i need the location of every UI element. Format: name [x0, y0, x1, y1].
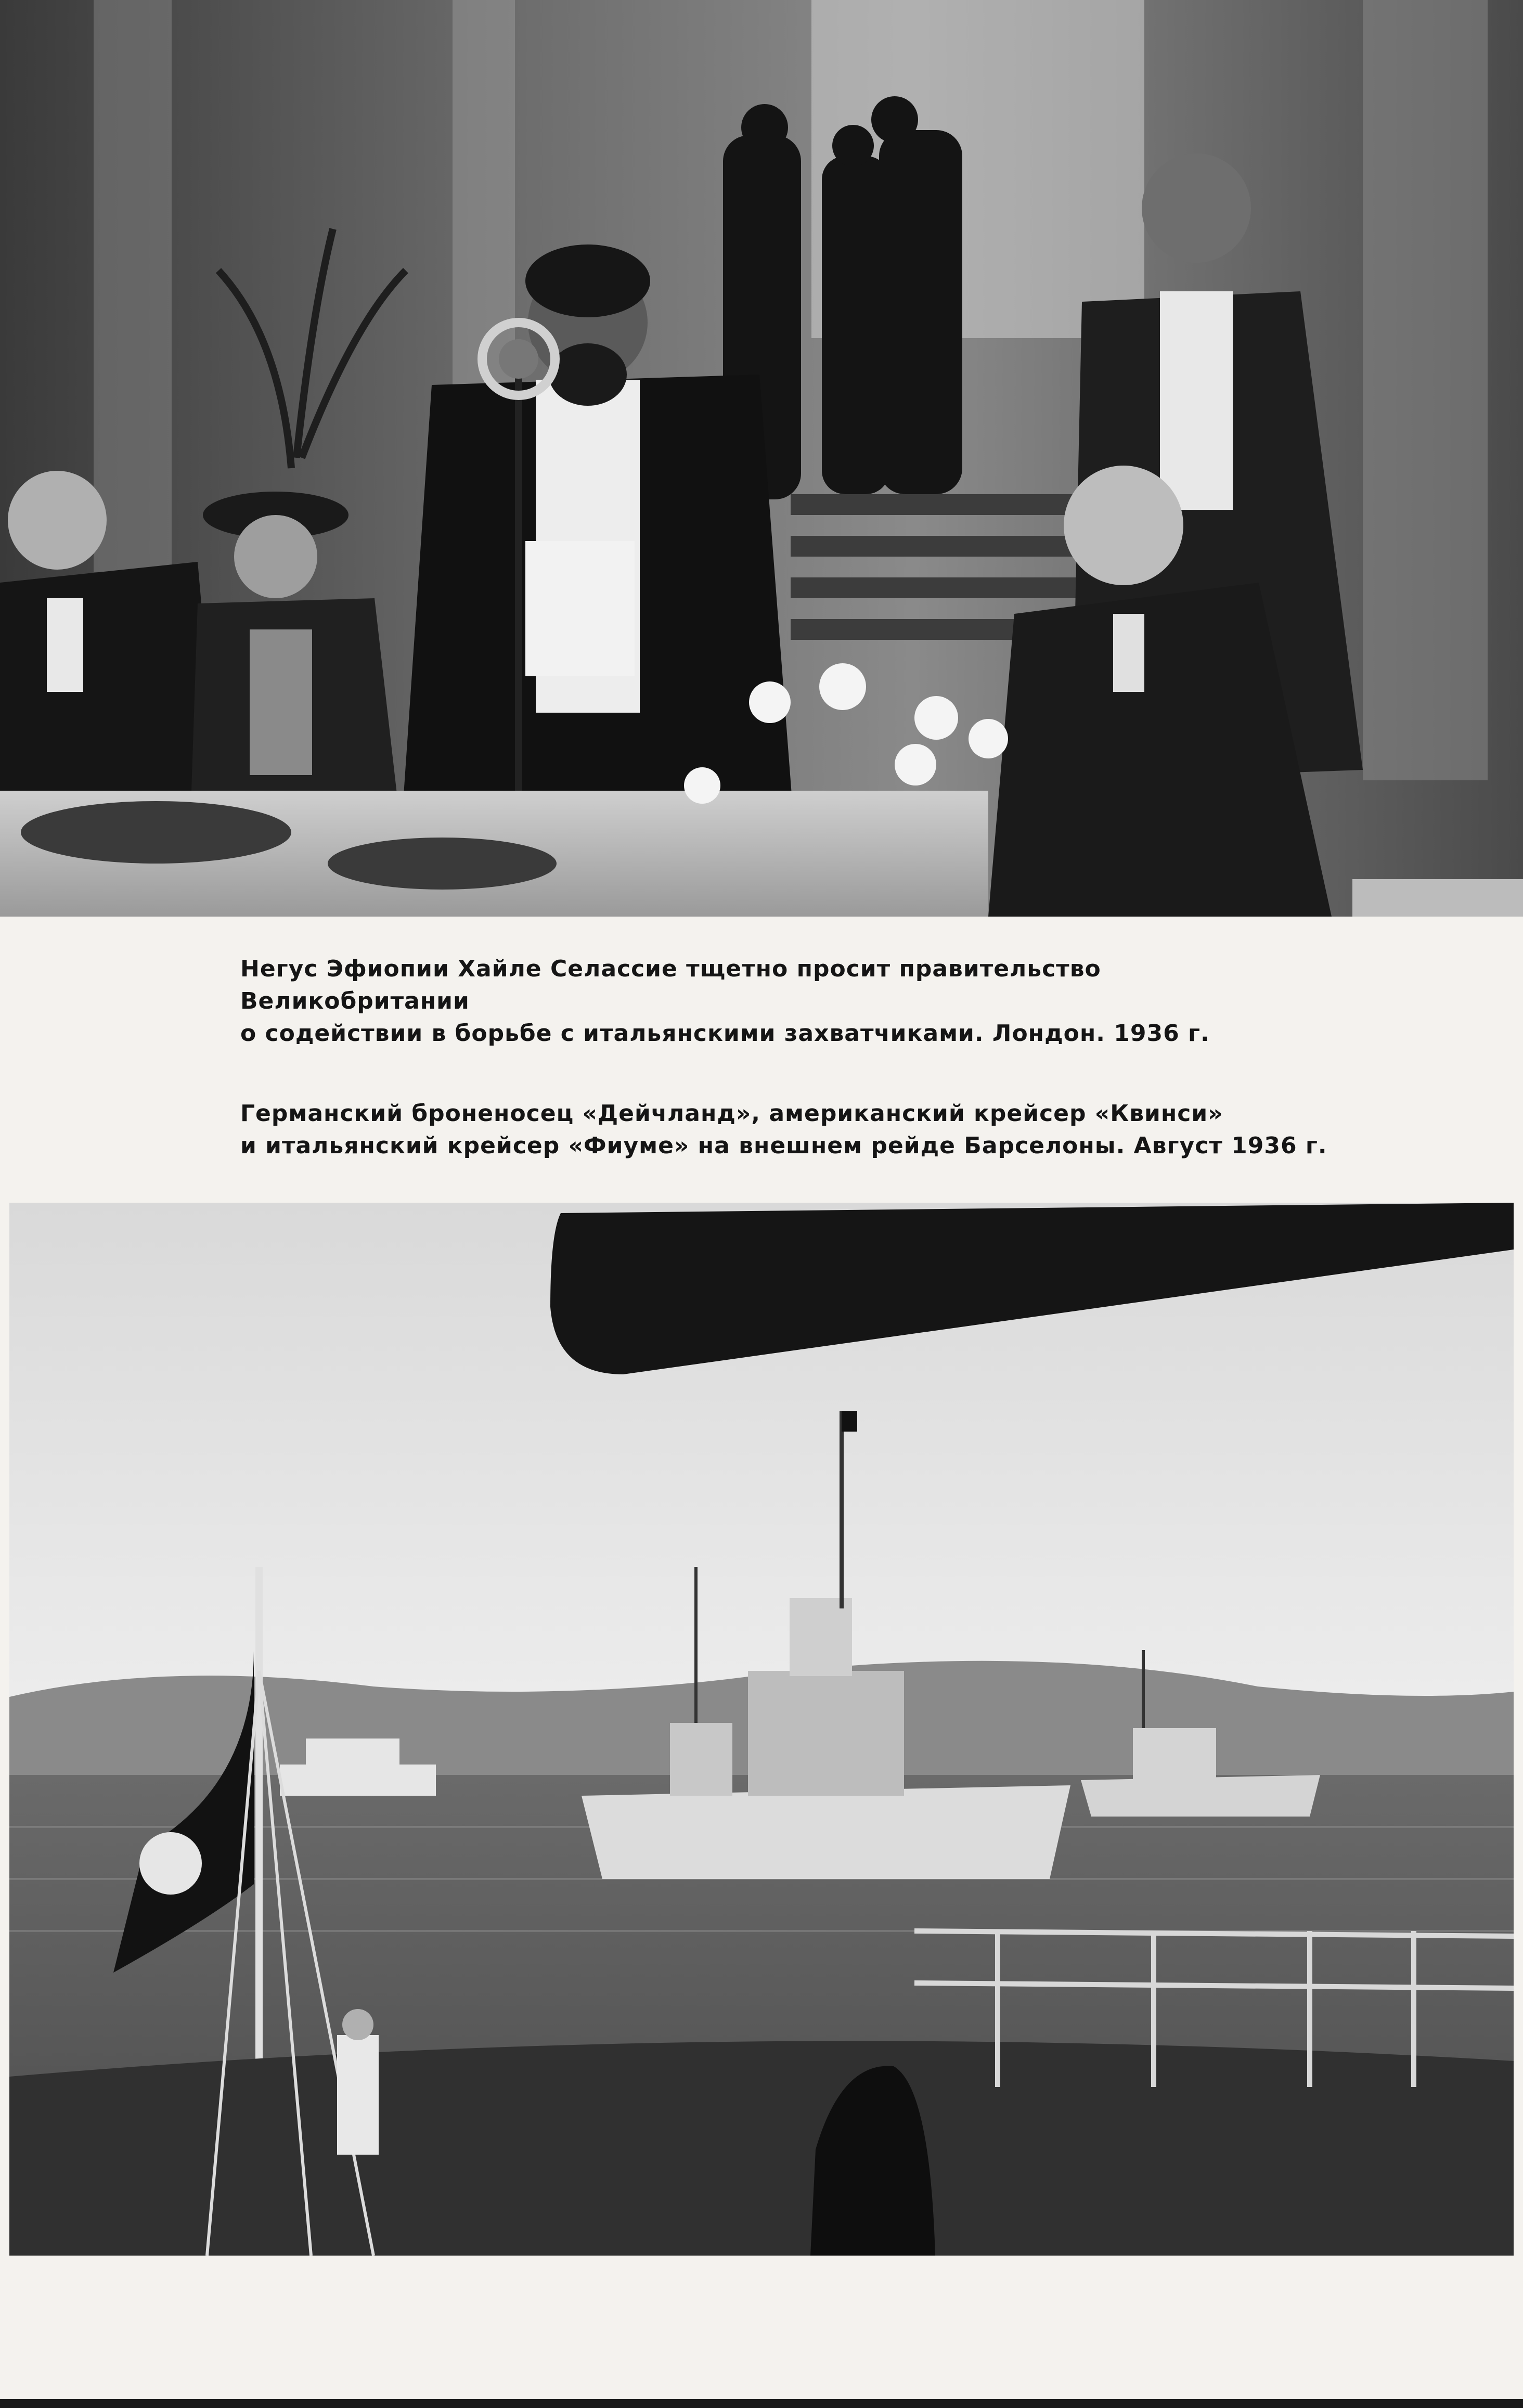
banquet-photo-drawing: [0, 0, 1523, 917]
caption-haile-selassie: [240, 953, 1333, 1050]
caption-2-line-2: и итальянский крейсер «Фиуме» на внешнем рейде Барселоны. Август 1936 г.: [240, 1132, 1327, 1159]
caption-1-line-2: о содействии в борьбе с итальянскими захватчиками. Лондон. 1936 г.: [240, 1020, 1210, 1047]
warships-photo-drawing: [9, 1203, 1514, 2256]
caption-warships: [240, 1098, 1333, 1162]
banquet-photo: [0, 0, 1523, 917]
caption-1-line-1: Негус Эфиопии Хайле Селассие тщетно просит правительство Великобритании: [240, 956, 1101, 1014]
caption-2-line-1: Германский броненосец «Дейчланд», американский крейсер «Квинси»: [240, 1100, 1223, 1127]
page-bottom-edge: [0, 2399, 1523, 2408]
warships-photo: [9, 1203, 1514, 2256]
